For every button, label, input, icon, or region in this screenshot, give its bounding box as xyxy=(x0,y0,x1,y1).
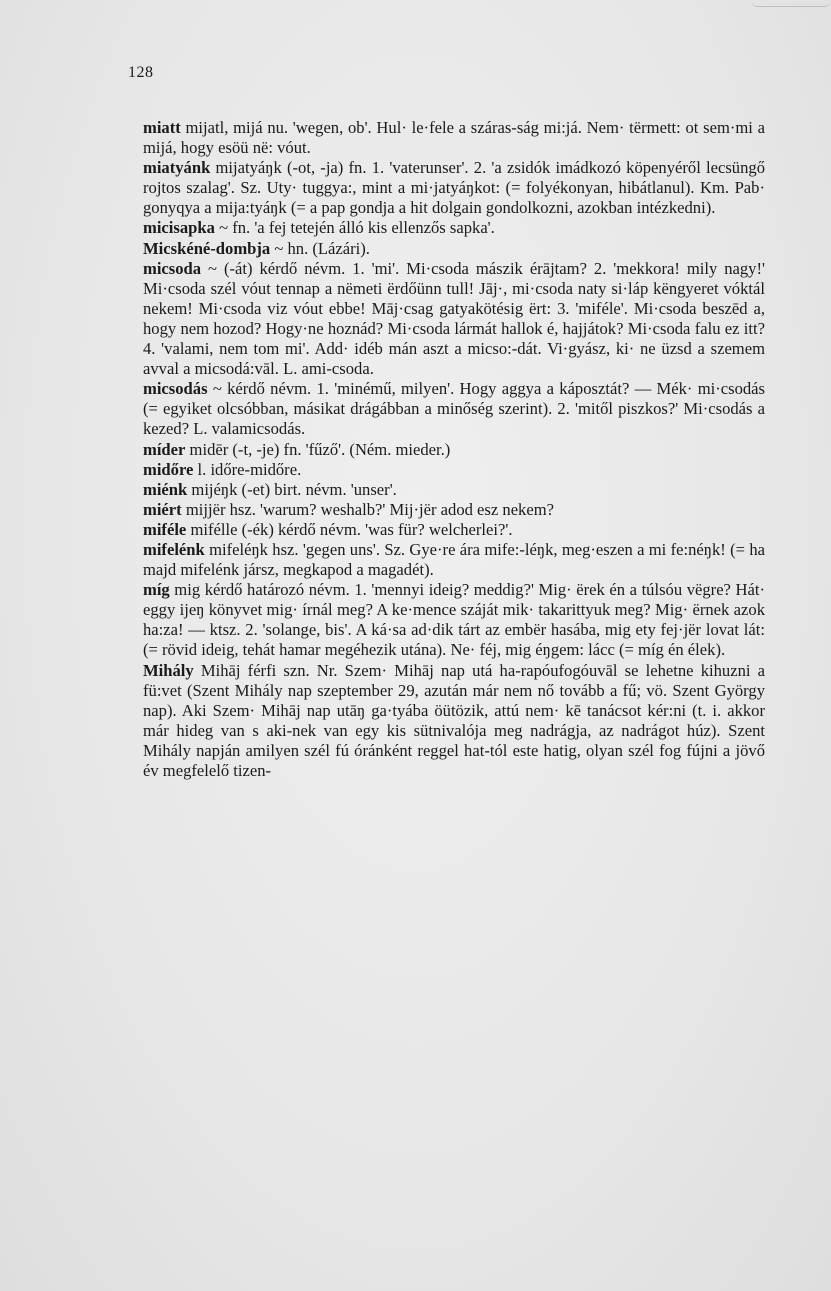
entry-headword: miatt xyxy=(143,118,181,137)
page-number: 128 xyxy=(128,64,154,81)
entry-headword: miért xyxy=(143,499,182,519)
entry-headword: midőre xyxy=(143,459,194,479)
entry-micsodas: micsodás ~ kérdő névm. 1. 'minémű, milyen'. Hogy aggya a káposztát? — Mék· mi·csodás (= egyiket olcsóbban, másikat drágábban a minőség szerint). 2. 'mitől piszkos?' Mi·csodás a kezed? L. valamicsodás. xyxy=(143,379,765,439)
entry-mider: míder midēr (-t, -je) fn. 'fűző'. (Ném. mieder.) xyxy=(143,439,451,459)
entry-mig: míg mig kérdő határozó névm. 1. 'mennyi ideig? meddig?' Mig· ërek én a túlsóu vëgre? Hát· eggy ijeŋ könyvet mig· írnál meg? A ke·mence száját mik· takarittyuk meg? Mig· ërnek azok ha:za! — ktsz. 2. 'solange, bis'. A ká·sa ad·dik tárt az embër hasába, mig ety fej·jër lovat lát: (= rövid ideig, tehát hamar megéhezik utána). Ne· féj, mig éŋgem: lácc (= míg én élek). xyxy=(143,580,765,660)
entry-midore: midőre l. időre-midőre. xyxy=(143,459,302,479)
dictionary-column xyxy=(143,118,765,781)
entry-mihaly: Mihály Mihāj férfi szn. Nr. Szem· Mihāj nap utá ha-rapóufogóuvāl se lehetne kihuzni a fü:vet (Szent Mihály nap szeptember 29, azután már nem nő tovább a fű; vö. Szent György nap). Aki Szem· Mihāj nap utāŋ ga·tyába öütözik, attú nem· kē tanácsot kér:ni (t. i. akkor már hideg van s aki-nek van egy kis sütnivalója meg nadrágja, az nadrágot húz). Szent Mihály napján amilyen szél fú óránként reggel hat-tól este hatig, olyan szél fog fújni a jövő év megfelelő tizen- xyxy=(143,660,765,780)
entry-headword: míg xyxy=(143,580,170,600)
entry-headword: miénk xyxy=(143,479,188,499)
entry-miatyank: miatyánk mijatyáŋk (-ot, -ja) fn. 1. 'vaterunser'. 2. 'a zsidók imádkozó köpenyéről lecsüngő rojtos szalag'. Sz. Uty· tuggya:, mint a mi·jatyáŋkot: (= folyékonyan, hibátlanul). Km. Pab· gonyqya a mija:tyáŋk (= a pap gondja a hit dolgain gondolkozni, azokban intézkedni). xyxy=(143,158,765,218)
entry-headword: Micskéné-dombja xyxy=(143,238,271,258)
entry-mienk: miénk mijéŋk (-et) birt. névm. 'unser'. xyxy=(143,479,397,499)
entry-micskene-dombja: Micskéné-dombja ~ hn. (Lázári). xyxy=(143,238,370,258)
entry-mifelenk: mifelénk mifeléŋk hsz. 'gegen uns'. Sz. Gye·re ára mife:-léŋk, meg·eszen a mi fe:néŋk! (= ha majd mifelénk jársz, megkapod a magadét). xyxy=(143,539,765,580)
entry-micisapka: micisapka ~ fn. 'a fej tetején álló kis ellenzős sapka'. xyxy=(143,218,495,238)
entry-headword: micsoda xyxy=(143,258,202,278)
page-corner-mark xyxy=(751,0,831,7)
entry-miert: miért mijjër hsz. 'warum? weshalb?' Mij·jër adod esz nekem? xyxy=(143,499,554,519)
entry-headword: Mihály xyxy=(143,660,194,680)
entry-miatt: miatt mijatl, mijá nu. 'wegen, ob'. Hul· le·fele a száras-ság mi:já. Nem· tërmett: ot sem·mi a mijá, hogy esöü në: vóut. xyxy=(143,118,765,158)
entry-mifele: miféle mifélle (-ék) kérdő névm. 'was für? welcherlei?'. xyxy=(143,519,513,539)
entry-headword: mifelénk xyxy=(143,539,205,559)
entry-headword: micsodás xyxy=(143,379,208,399)
entry-headword: miatyánk xyxy=(143,158,211,178)
entry-headword: miféle xyxy=(143,519,187,539)
entry-headword: micisapka xyxy=(143,218,215,238)
entry-headword: míder xyxy=(143,439,186,459)
entry-micsoda: micsoda ~ (-át) kérdő névm. 1. 'mi'. Mi·csoda mászik érājtam? 2. 'mekkora! mily nagy!' Mi·csoda szél vóut tennap a nëmeti ërdőünn tull! Jāj·, mi·csoda naty si·láp këngyeret vóktál nekem! Mi·csoda viz vóut ebbe! Māj·csag gatyakötésig ërt: 3. 'miféle'. Mi·csoda beszēd a, hogy nem hozod? Hogy·ne hoznád? Mi·csoda lármát hallok é, hajjátok? Mi·csoda falu ez itt? 4. 'valami, nem tom mi'. Add· idéb mán aszt a micso:-dát. Vi·gyász, ki· ne üzsd a szemem avval a micsodá:vāl. L. ami-csoda. xyxy=(143,258,765,379)
